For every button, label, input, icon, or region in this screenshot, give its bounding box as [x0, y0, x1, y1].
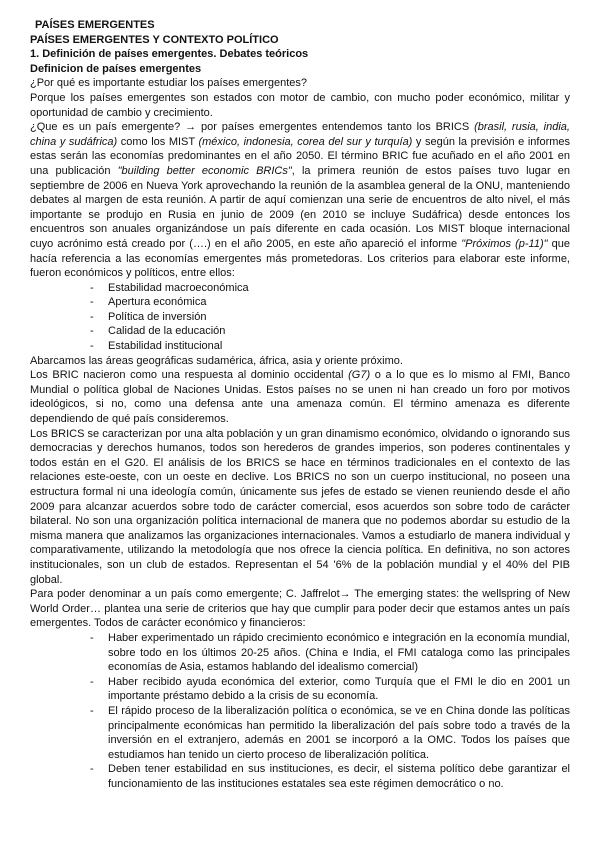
definition-paragraph [30, 120, 570, 281]
text-run: Los BRIC nacieron como una respuesta al dominio occidental [30, 369, 349, 382]
brics-paragraph: Los BRICS se caracterizan por una alta población y un gran dinamismo económico, olvidando o ignorando sus democracias y derechos humanos, todos son herederos de grandes imperios, son poderes continentales y todos están en el G20. El análisis de los BRICS se hace en términos tradicionales en el contexto de las relaciones este-oeste, con un oeste en declive. Los BRICS no son un cuerpo institucional, no poseen una estructura formal ni una ideología común, únicamente sus jefes de estado se vienen reuniendo desde el año 2009 para alcanzar acuerdos sobre todo de carácter comercial, esos acuerdos son sobre todo de carácter bilateral. No son una organización política internacional de manera que no podemos abordar su estudio de la misma manera que analizamos las organizaciones internacionales. Vamos a estudiarlo de manera individual y comparativamente, utilizando la metodología que nos ofrece la ciencia política. En definitiva, no son actores institucionales, son un club de estados. Representan el 54 '6% de la población mundial y el 40% del PIB global. [30, 427, 570, 586]
question-paragraph: ¿Por qué es importante estudiar los países emergentes? [30, 77, 307, 90]
list-item: - Haber experimentado un rápido crecimiento económico e integración en la economía mundial, sobre todo en los últimos 20-25 años. (China e India, el FMI cataloga como las principales economías de Asia, estamos hablando del idealismo comercial) [90, 631, 570, 675]
italic-run: (brasil, rusia, india, china y sudáfrica) [30, 121, 570, 148]
text-run: como los MIST [117, 135, 199, 148]
bric-paragraph [30, 368, 570, 426]
criteria-list [30, 281, 570, 354]
areas-paragraph: Abarcamos las áreas geográficas sudamérica, áfrica, asia y oriente próximo. [30, 354, 403, 367]
list-item: - Deben tener estabilidad en sus instituciones, es decir, el sistema político debe garantizar el funcionamiento de las instituciones estatales sea este régimen democrático o no. [90, 762, 570, 791]
italic-run: "Próximos (p-11)" [461, 237, 548, 250]
text-run: y según la previsión e informes estas serán las economías predominantes en el año 2050. El término BRIC fue acuñado en el año 2001 en una publicación [30, 135, 571, 177]
document-title: PAÍSES EMERGENTES [35, 19, 155, 31]
italic-run: (méxico, indonesia, corea del sur y turquía) [198, 135, 413, 148]
list-item: - Estabilidad institucional [90, 339, 570, 354]
text-run: , la primera reunión de estos países tuvo lugar en septiembre de 2006 en Nueva York aprovechando la reunión de la asamblea general de la ONU, manteniendo debates al margen de esta reunión. A partir de aquí comienzan una serie de encuentros de alto nivel, el más importante se produjo en Rusia en junio de 2009 (en 2010 se incluye Sudáfrica) desde entonces los encuentros son anuales organizándose un país diferente en cada ocasión. Los MIST bloque internacional cuyo acrónimo está creado por (….) en el año 2005, en este año apareció el informe [30, 164, 570, 250]
answer-paragraph: Porque los países emergentes son estados con motor de cambio, con mucho poder económico, militar y oportunidad de cambio y crecimiento. [30, 91, 570, 119]
list-item: - Estabilidad macroeconómica [90, 281, 570, 296]
document-page [30, 18, 570, 791]
text-run: ¿Que es un país emergente? → por países emergentes entendemos tanto los BRICS [30, 121, 475, 134]
subsection-heading: 1. Definición de países emergentes. Debates teóricos [30, 48, 309, 61]
text-run: que hacía referencia a las economías emergentes más prometedoras. Los criterios para elaborar este informe, fueron económicos y políticos, entre ellos: [30, 237, 570, 280]
italic-run: "building better economic BRICs" [117, 164, 292, 177]
list-item: - Apertura económica [90, 295, 570, 310]
italic-run: (G7) [348, 369, 371, 382]
section-heading: PAÍSES EMERGENTES Y CONTEXTO POLÍTICO [30, 33, 279, 46]
list-item: - Calidad de la educación [90, 324, 570, 339]
list-item: - Política de inversión [90, 310, 570, 325]
jaffrelot-paragraph: Para poder denominar a un país como emergente; C. Jaffrelot→ The emerging states: the wellspring of New World Order… plantea una serie de criterios que hay que cumplir para poder decir que estamos antes un país emergentes. Todos de carácter económico y financieros: [30, 588, 570, 630]
list-item: - Haber recibido ayuda económica del exterior, como Turquía que el FMI le dio en 2001 un importante préstamo debido a la crisis de su economía. [90, 675, 570, 704]
text-run: o a lo que es lo mismo al FMI, Banco Mundial o política global de Naciones Unidas. Estos países no se unen ni han creado un foro por motivos ideológicos, si no, como una defensa ante una amenaza común. El término amenaza es diferente dependiendo de qué país consideremos. [30, 369, 570, 426]
subsubsection-heading: Definicion de países emergentes [30, 62, 202, 75]
jaffrelot-criteria-list [30, 631, 570, 792]
list-item: - El rápido proceso de la liberalización política o económica, se ve en China donde las políticas principalmente económicas han permitido la liberalización del país sobre todo a través de la inversión en el extranjero, además en 2001 se incorporó a la OMC. Todos los países que estudiamos han tenido un cierto proceso de liberalización política. [90, 704, 570, 762]
